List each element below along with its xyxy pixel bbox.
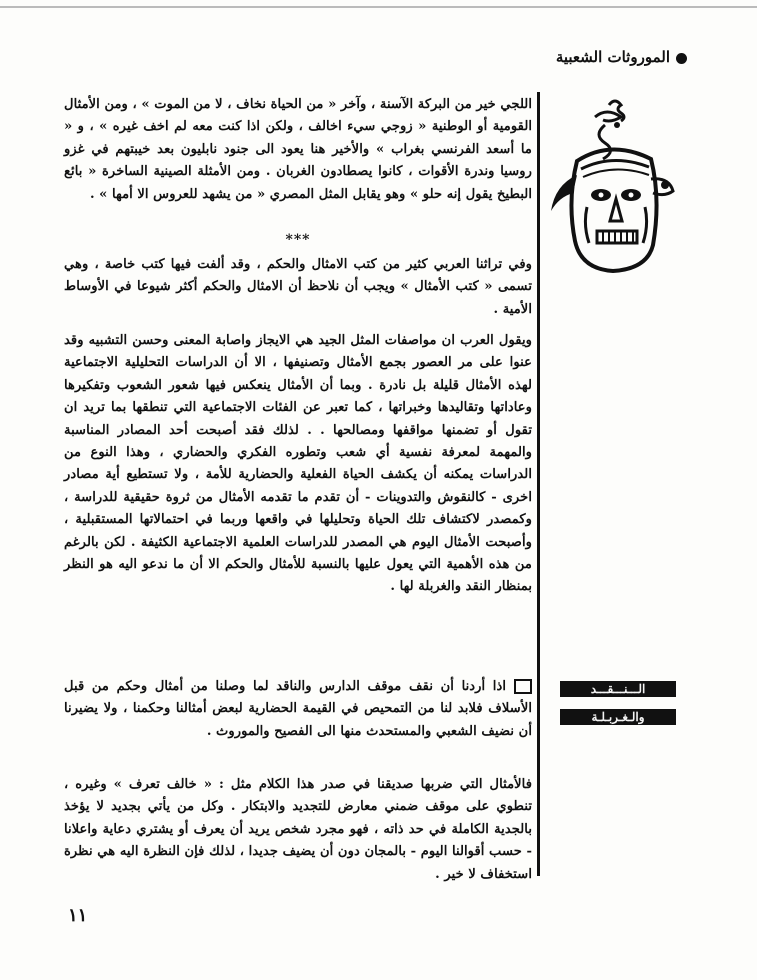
paragraph-5 [64,774,532,886]
bullet-icon [676,53,687,64]
sidebar-heading-line-2: والـغـربـلـة [560,709,676,725]
mask-serpent-illustration-icon [547,95,679,273]
section-separator: *** [285,232,311,248]
paragraph-4-block [64,676,532,743]
hollow-square-marker-icon [514,679,532,694]
paragraph-1 [64,94,532,206]
sidebar-heading-line-1: الـــنـــقـــد [560,681,676,697]
paragraph-1-text: اللجي خير من البركة الآسنة ، وآخر « من الحياة نخاف ، لا من الموت » ، ومن الأمثال القومية أو الوطنية « زوجي سيء اخالف ، ولكن اذا كنت معه لم اخف غيره » ، و « ما أسعد الفرنسي بغراب » والأخير هنا يعود الى جنود نابليون بعد خيبتهم في غزو روسيا وندرة الأقوات ، كانوا يصطادون الغربان . ومن الأمثلة الصينية الساخرة « بائع البطيخ يقول إنه حلو » وهو يقابل المثل المصري « من يشهد للعروس الا أمها » . [64,97,532,202]
column-divider [537,92,540,876]
paragraph-3 [64,330,532,599]
paragraph-5-text: فالأمثال التي ضربها صديقنا في صدر هذا الكلام مثل : « خالف تعرف » وغيره ، تنطوي على موقف ضمني معارض للتجديد والابتكار . وكل من يأتي بجديد لا يؤخذ بالجدية الكاملة في حد ذاته ، فهو مجرد شخص يريد أن يعرف أو يشتري دعاية واعلانا - حسب أقوالنا اليوم - بالمجان دون أن يضيف جديدا ، لذلك فإن النظرة اليه هي نظرة استخفاف لا خير . [64,777,532,882]
page-number: ١١ [68,905,88,926]
scan-top-edge [0,6,757,8]
header-title: الموروثات الشعبية [555,48,670,66]
paragraph-4 [64,676,532,743]
running-header [447,48,687,66]
paragraph-3-text: ويقول العرب ان مواصفات المثل الجيد هي الايجاز واصابة المعنى وحسن التشبيه وقد عنوا على مر العصور بجمع الأمثال وتصنيفها ، الا أن الدراسات التحليلية الاجتماعية لهذه الأمثال قليلة بل نادرة . وبما أن الأمثال ينعكس فيها شعور الشعوب وتفكيرها وعاداتها وتقاليدها وخبراتها ، كما تعبر عن الفئات الاجتماعية التي تنطقها بما تريد ان تقول أو تضمنها مواقفها ومصالحها . . لذلك فقد أصبحت أحد المصادر المناسبة والمهمة لمعرفة نفسية أي شعب وتطوره الفكري والحضاري ، وهذا النوع من الدراسات يمكنه أن يكشف الحياة الفعلية والحضارية للأمة ، ولا تستطيع أية مصادر اخرى - كالنقوش والتدوينات - أن تقدم ما تقدمه الأمثال من ثروة حقيقية للدراسة ، وكمصدر لاكتشاف تلك الحياة وتحليلها في واقعها وربما في احتمالاتها المستقبلية ، وأصبحت الأمثال اليوم هي المصدر للدراسات العلمية الاجتماعية الكثيفة . لكن بالرغم من هذه الأهمية التي يعول عليها بالنسبة للأمثال والحكم الا أن ما ندعو اليه هو النظر بمنظار النقد والغربلة لها . [64,333,532,595]
paragraph-2 [64,254,532,321]
paragraph-2-text: وفي تراثنا العربي كثير من كتب الامثال والحكم ، وقد ألفت فيها كتب خاصة ، وهي تسمى « كتب الأمثال » ويجب أن نلاحظ أن الامثال والحكم أكثر شيوعا في الأوساط الأمية . [64,257,532,317]
paragraph-4-text: اذا أردنا أن نقف موقف الدارس والناقد لما وصلنا من أمثال وحكم من قبل الأسلاف فلابد لنا من التمحيص في القيمة الحضارية لبعض أمثالنا وحكمنا ، ولا يضيرنا أن نضيف الشعبي والمستحدث منها الى الفصيح والموروث . [64,679,532,739]
